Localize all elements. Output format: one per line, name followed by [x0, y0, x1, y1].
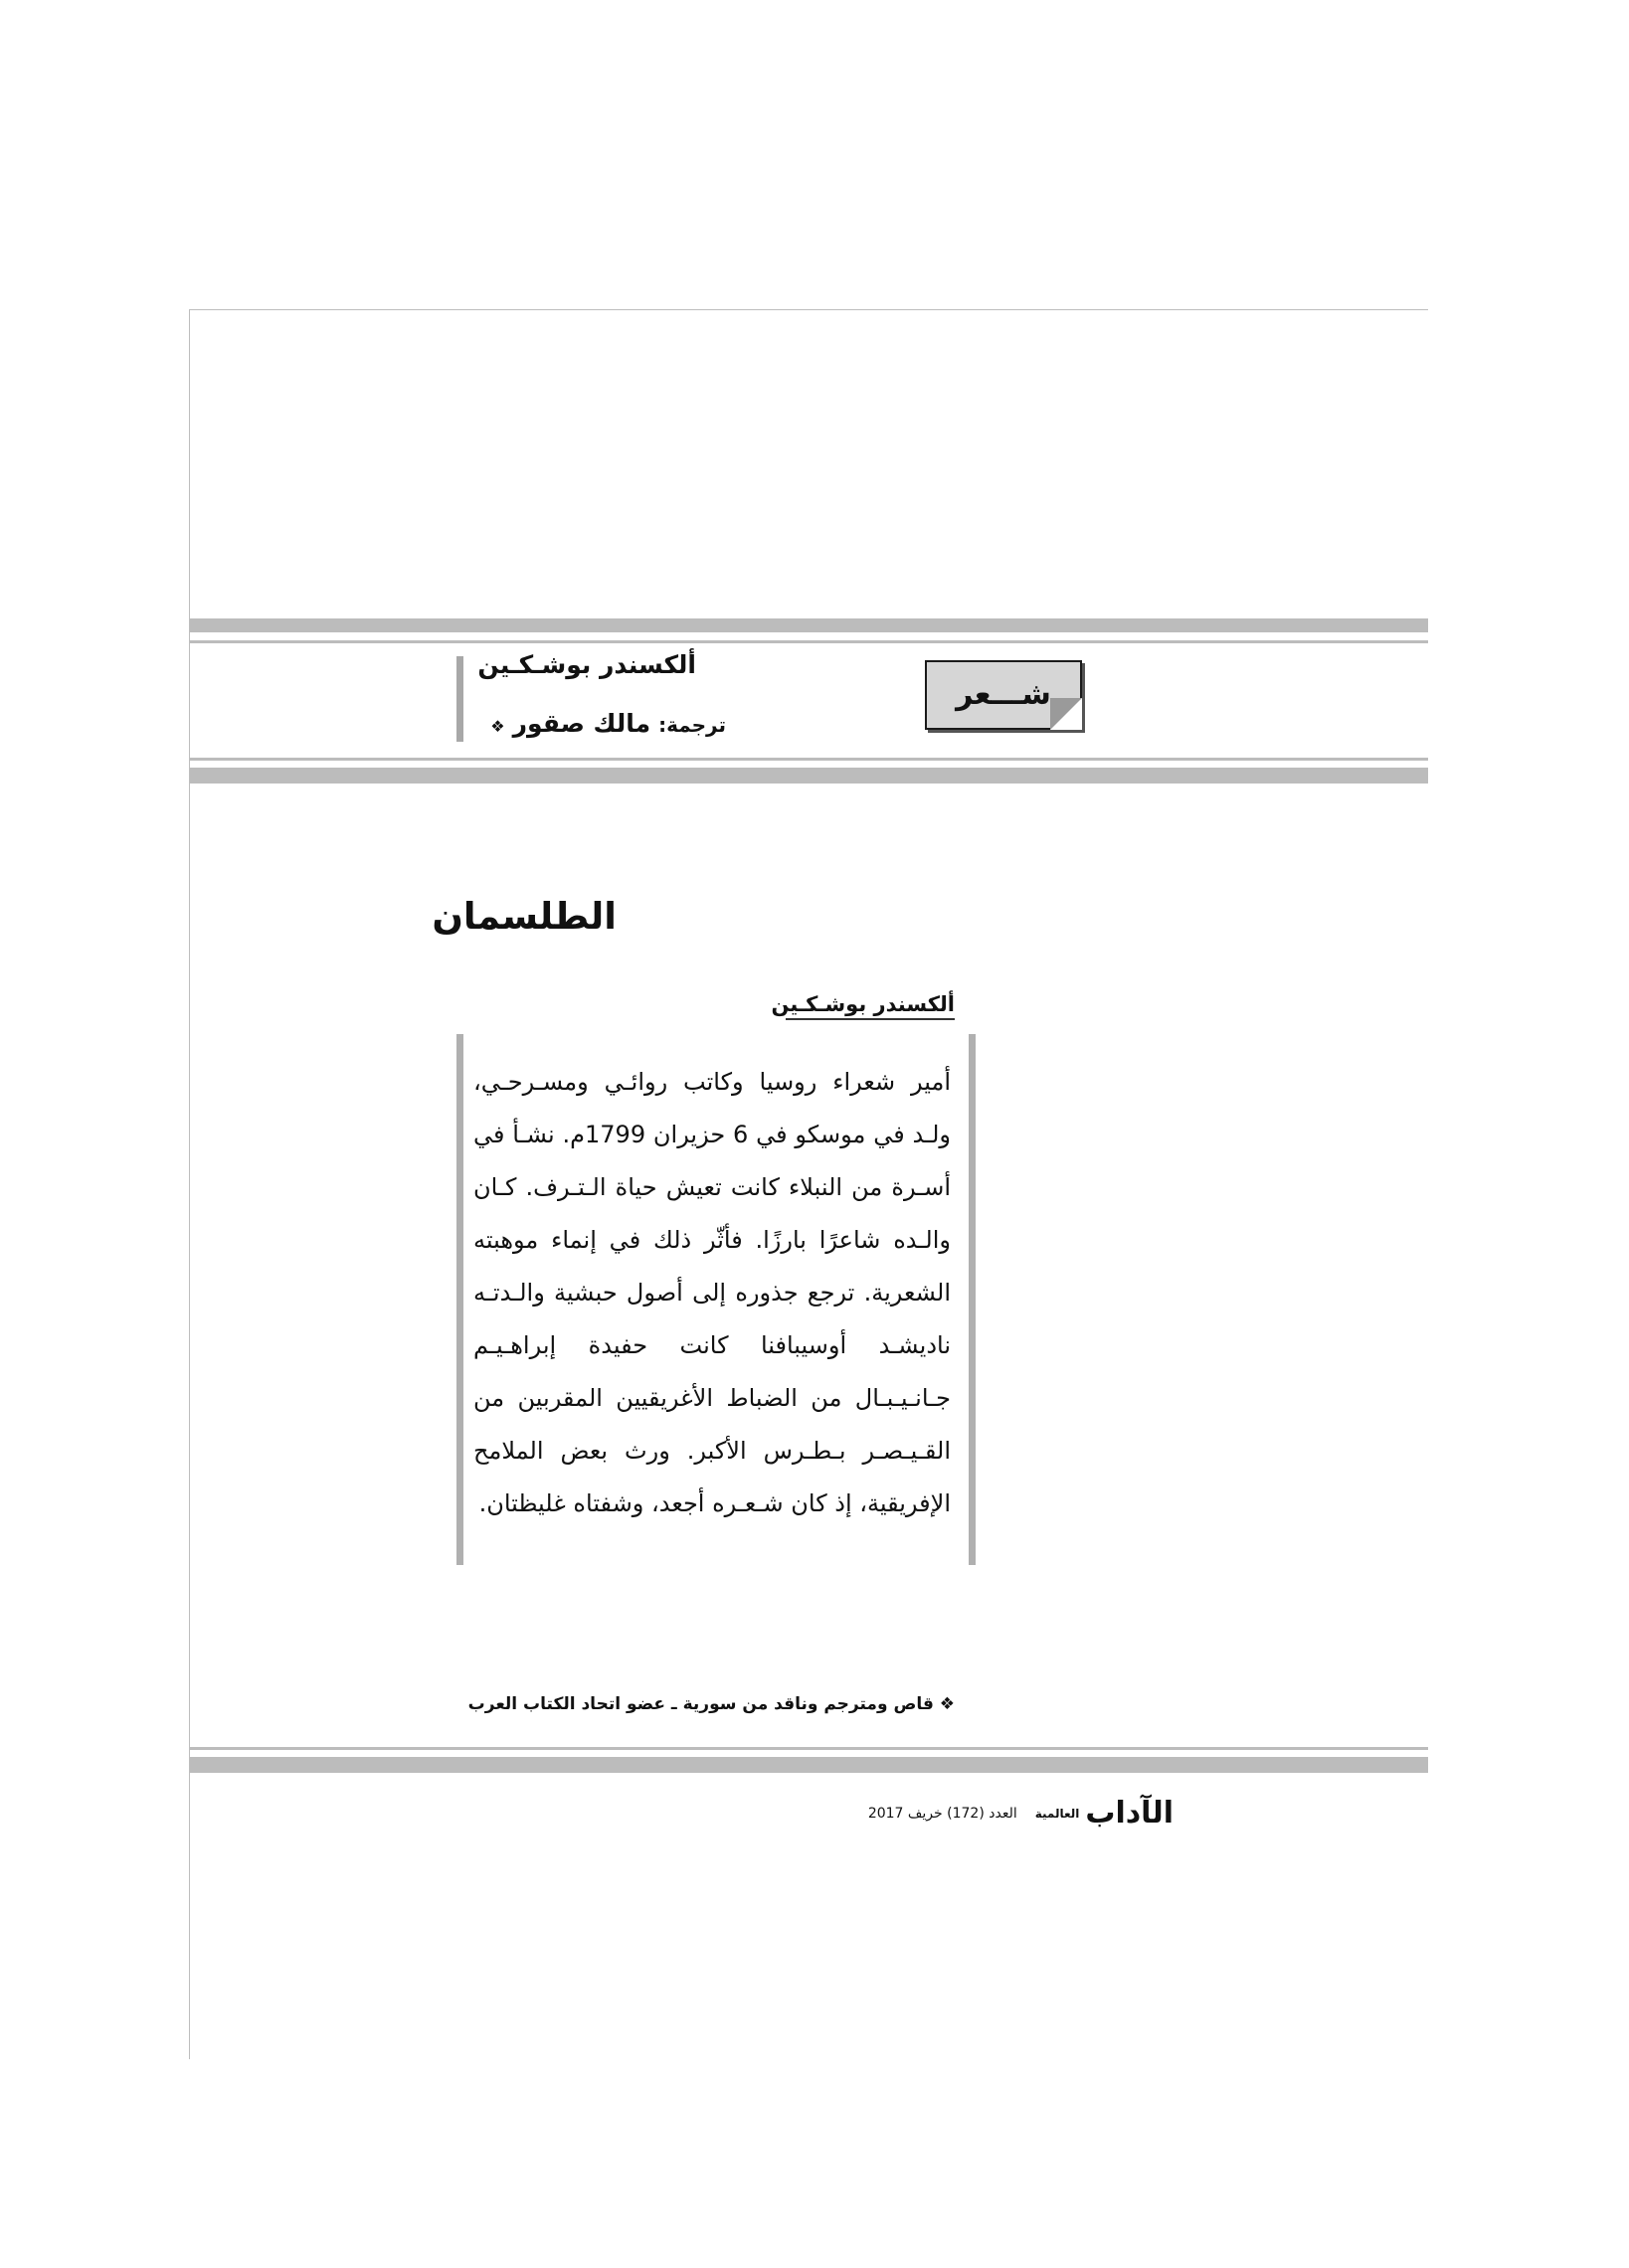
header-author: ألكسندر بوشـكـين	[477, 650, 696, 679]
header-band-top	[190, 618, 1428, 632]
poem-poet: ألكسندر بوشـكـين	[786, 994, 955, 1020]
translator-name: مالك صقور	[512, 709, 651, 738]
header-translator	[467, 709, 726, 738]
issue-info: العدد (172) خريف 2017	[867, 1805, 1017, 1822]
header-author-bar	[456, 656, 463, 742]
bio-rail-right	[969, 1034, 976, 1565]
section-tag-label: شـــعر	[956, 677, 1051, 712]
translator-footnote: ❖ قاص ومترجم وناقد من سورية ـ عضو اتحاد الكتاب العرب	[467, 1694, 955, 1714]
footer-band	[190, 1757, 1428, 1773]
page-frame-left	[189, 309, 190, 2059]
poem-title: الطلسمان	[432, 895, 617, 938]
header-band-bottom	[190, 768, 1428, 784]
header-rule-bottom	[190, 758, 1428, 761]
section-tag	[925, 660, 1082, 730]
header-rule-top	[190, 640, 1428, 643]
bio-rail-left	[456, 1034, 463, 1565]
footer-rule-top	[190, 1747, 1428, 1750]
page-footer	[867, 1796, 1174, 1831]
journal-logo: الآداب	[1085, 1796, 1174, 1831]
page-frame-top	[189, 309, 1428, 310]
bio-text: أمير شعراء روسيا وكاتب روائـي ومسـرحـي، ولـد في موسكو في 6 حزيران 1799م. نشـأ في أسـرة من النبلاء كانت تعيش حياة الـتـرف. كـان والـده شاعرًا بارزًا. فأثّر ذلك في إنماء موهبته الشعرية. ترجع جذوره إلى أصول حبشية والـدتـه ناديشـد أوسيبافنا كانت حفيدة إبراهـيـم جـانـيـبـال من الضباط الأغريقيين المقربين من القـيـصـر بـطـرس الأكبر. ورث بعض الملامح الإفريقية، إذ كان شـعـره أجعد، وشفتاه غليظتان.	[473, 1068, 951, 1517]
translator-label: ترجمة:	[658, 713, 726, 737]
journal-logo-sub: العالمية	[1034, 1806, 1080, 1821]
translator-mark-icon: ❖	[490, 717, 505, 736]
page-fold-icon	[1050, 698, 1082, 730]
